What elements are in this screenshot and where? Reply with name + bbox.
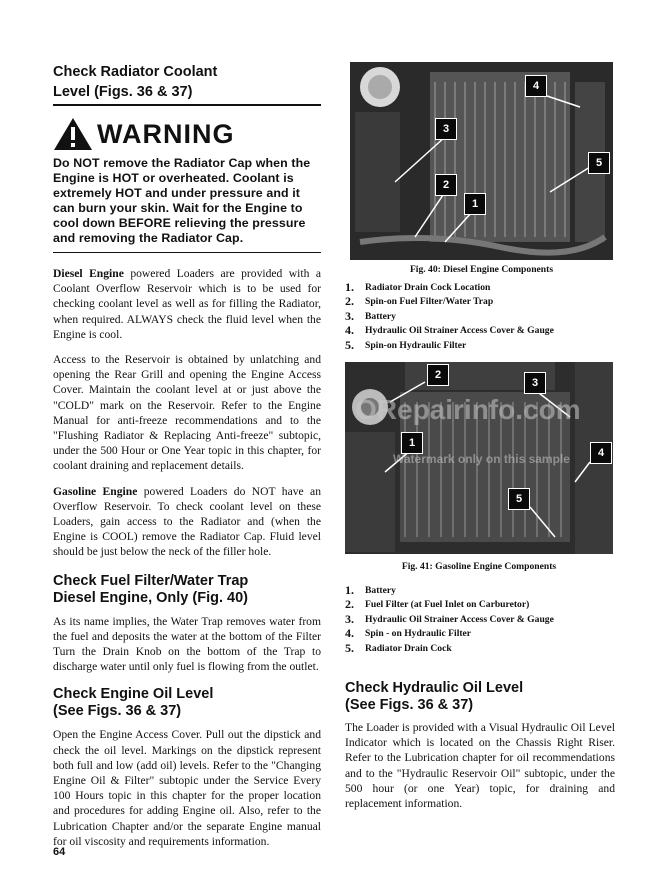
heading-line: (See Figs. 36 & 37) bbox=[53, 703, 182, 720]
paragraph-lead: Diesel Engine bbox=[53, 267, 124, 280]
warning-text: Do NOT remove the Radiator Cap when the Engine is HOT or overheated. Coolant is extremely HOT and under pressure and it can burn your skin. Wait for the Engine to cool down BEFORE relieving the pressure and removing the Radiator Cap. bbox=[53, 156, 311, 245]
list-item: 2. Fuel Filter (at Fuel Inlet on Carburetor) bbox=[345, 597, 530, 612]
fig40-photo bbox=[350, 62, 613, 260]
section-heading-fuel-filter bbox=[53, 573, 321, 607]
heading-line: Check Hydraulic Oil Level bbox=[345, 680, 524, 696]
fig40-caption: Fig. 40: Diesel Engine Components bbox=[409, 264, 554, 275]
list-item: 1. Radiator Drain Cock Location bbox=[345, 279, 491, 294]
fig41-caption: Fig. 41: Gasoline Engine Components bbox=[401, 561, 557, 572]
fig41-legend bbox=[345, 583, 615, 656]
list-item: 5. Radiator Drain Cock bbox=[345, 640, 452, 655]
heading-line: Diesel Engine, Only (Fig. 40) bbox=[53, 589, 248, 606]
paragraph-engine-oil: Open the Engine Access Cover. Pull out the dipstick and check the oil level. Markings on the dipstick represent both full and low (add oil) levels. Refer to the "Changing Engine Oil & Filter" subtopic under the Service Every 100 Hours topic in this chapter for the proper location and procedures for adding Engine oil. Also, refer to the Lubrication Chapter and/or the separate Engine manual for oil viscosity and requirements information. bbox=[53, 728, 321, 848]
list-item: 1. Battery bbox=[345, 582, 396, 597]
fig40-callout-1: 1 bbox=[464, 193, 486, 215]
hydraulic-section bbox=[345, 680, 615, 811]
watermark-text: ORepairinfo.com bbox=[355, 394, 581, 425]
watermark-subtext: Watermark only on this sample bbox=[393, 452, 570, 466]
fig41-callout-4: 4 bbox=[590, 442, 612, 464]
heading-line: Check Engine Oil Level bbox=[53, 686, 214, 703]
paragraph-reservoir: Access to the Reservoir is obtained by unlatching and opening the Rear Grill and opening the Engine Access Cover. Maintain the coolant level at or just above the "COLD" mark on the Reservoir. Refer to the Engine Manual for anti-freeze recommendations and to the "Flushing Radiator & Replacing Anti-freeze" subtopic, under the 500 Hour or One Year topic in this chapter, for coolant draining and replacement details. bbox=[53, 353, 321, 473]
warning-label: WARNING bbox=[97, 118, 235, 149]
list-item: 3. Hydraulic Oil Strainer Access Cover & Gauge bbox=[345, 611, 554, 626]
paragraph-lead: Gasoline Engine bbox=[53, 484, 138, 498]
heading-rule bbox=[53, 104, 321, 106]
fig40-legend bbox=[345, 280, 615, 353]
fig40-callout-4: 4 bbox=[525, 75, 547, 97]
section-heading-hydraulic bbox=[345, 680, 615, 714]
list-item: 4. Spin - on Hydraulic Filter bbox=[345, 626, 472, 641]
paragraph-text: powered Loaders do NOT have an Overflow Reservoir. To check coolant level on these Loaders, gain access to the Radiator and (when the Engine is COOL) remove the Radiator Cap. Fluid level should be just below the neck of the filler hole. bbox=[53, 484, 322, 559]
paragraph-hydraulic: The Loader is provided with a Visual Hydraulic Oil Level Indicator which is located on the Chassis Right Riser. Refer to the Lubrication chapter for oil recommendations and to the "Hydraulic Reservoir Oil" subtopic, under the 500 hour (or one Year) topic, for draining and replacement information. bbox=[345, 721, 615, 811]
section-heading-radiator bbox=[53, 62, 321, 102]
list-item: 2. Spin-on Fuel Filter/Water Trap bbox=[345, 294, 494, 309]
heading-line: Check Radiator Coolant bbox=[53, 64, 218, 80]
fig41-callout-1: 1 bbox=[401, 432, 423, 454]
paragraph-gasoline bbox=[53, 484, 321, 560]
warning-banner bbox=[53, 116, 321, 152]
warning-rule bbox=[53, 252, 321, 253]
fig41-callout-3: 3 bbox=[524, 372, 546, 394]
paragraph-diesel bbox=[53, 266, 321, 342]
fig41-callout-5: 5 bbox=[508, 488, 530, 510]
heading-line: Level (Figs. 36 & 37) bbox=[53, 84, 193, 100]
fig40-callout-3: 3 bbox=[435, 118, 457, 140]
diesel-engine-image bbox=[350, 62, 613, 260]
heading-line: Check Fuel Filter/Water Trap bbox=[53, 572, 249, 589]
fig40-callout-2: 2 bbox=[435, 174, 457, 196]
left-column bbox=[53, 62, 321, 849]
list-item: 3. Battery bbox=[345, 308, 396, 323]
paragraph-text: powered Loaders are provided with a Coolant Overflow Reservoir which is to be used for checking coolant level as well as for filling the Radiator, when required. ALWAYS check the fluid level when the Engine is cool. bbox=[53, 267, 321, 341]
list-item: 5. Spin-on Hydraulic Filter bbox=[345, 337, 467, 352]
page-number: 64 bbox=[53, 846, 66, 858]
section-heading-engine-oil bbox=[53, 686, 321, 720]
fig40-callout-5: 5 bbox=[588, 152, 610, 174]
fig41-callout-2: 2 bbox=[427, 364, 449, 386]
heading-line: (See Figs. 36 & 37) bbox=[345, 697, 474, 713]
paragraph-water-trap: As its name implies, the Water Trap removes water from the fuel and deposits the water at the bottom of the Filter Turn the Drain Knob on the bottom of the Trap to discharge water until only fuel is flowing from the outlet. bbox=[53, 614, 321, 674]
list-item: 4. Hydraulic Oil Strainer Access Cover & Gauge bbox=[345, 323, 554, 338]
warning-triangle-icon bbox=[53, 117, 93, 151]
